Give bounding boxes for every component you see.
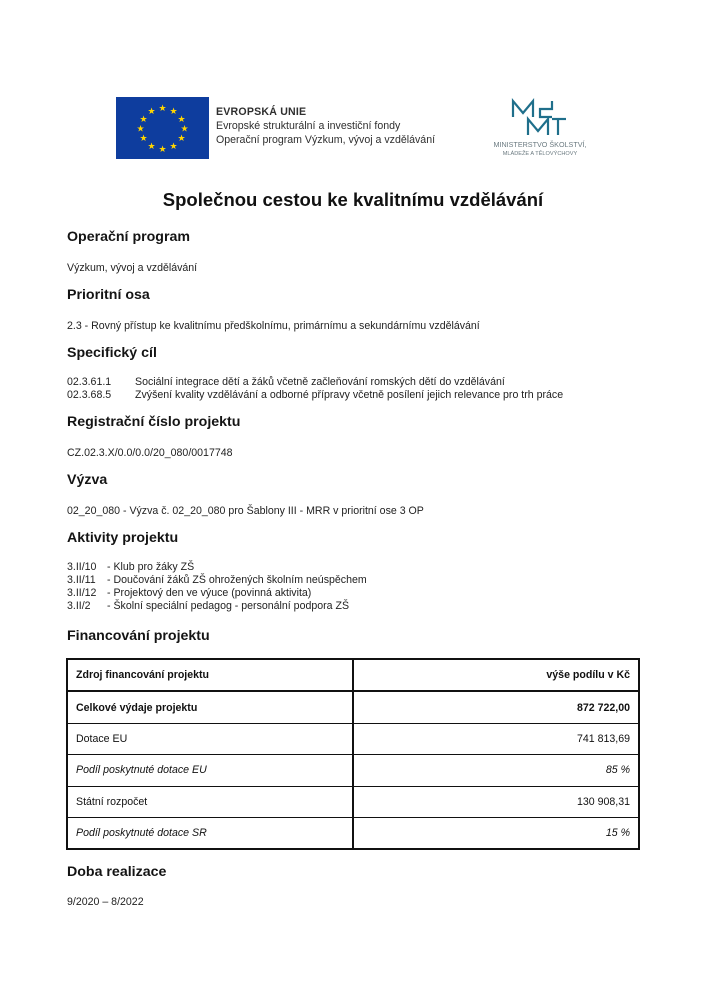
- svg-text:★: ★: [169, 107, 178, 117]
- row-value: 15 %: [353, 817, 639, 849]
- activity-code: 3.II/2: [67, 600, 91, 612]
- activity-code: 3.II/11: [67, 574, 96, 586]
- svg-text:★: ★: [158, 104, 167, 114]
- svg-text:★: ★: [169, 142, 178, 152]
- svg-text:★: ★: [180, 124, 189, 135]
- row-value: 130 908,31: [353, 786, 639, 817]
- svg-text:★: ★: [139, 115, 148, 125]
- goal-text: Zvýšení kvality vzdělávání a odborné přípravy včetně posílení jejich relevance pro trh práce: [135, 389, 564, 401]
- eu-flag-logo: [116, 97, 209, 159]
- heading-registracni-cislo: Registrační číslo projektu: [67, 414, 241, 430]
- table-row: [67, 786, 639, 817]
- row-value: 741 813,69: [353, 723, 639, 754]
- row-value: 85 %: [353, 755, 639, 786]
- goal-code: 02.3.68.5: [67, 389, 112, 401]
- eu-logo-text: [216, 105, 435, 147]
- svg-text:★: ★: [139, 134, 148, 144]
- table-header-row: [67, 659, 639, 691]
- text-registracni-cislo: CZ.02.3.X/0.0/0.0/20_080/0017748: [67, 447, 233, 459]
- row-value: 872 722,00: [353, 691, 639, 723]
- heading-operacni-program: Operační program: [67, 229, 190, 245]
- page-title: Společnou cestou ke kvalitnímu vzdělávání: [162, 189, 544, 210]
- goal-code: 02.3.61.1: [67, 376, 112, 388]
- msmt-emblem-icon: [478, 95, 603, 159]
- svg-text:★: ★: [177, 134, 186, 144]
- eu-stars-icon: [116, 97, 209, 159]
- msmt-logo: [478, 95, 603, 159]
- heading-prioritni-osa: Prioritní osa: [67, 287, 150, 303]
- row-label: Dotace EU: [67, 723, 353, 754]
- activity-item: [67, 574, 367, 587]
- goal-text: Sociální integrace dětí a žáků včetně začleňování romských dětí do vzdělávání: [135, 376, 505, 388]
- table-header-source: Zdroj financování projektu: [67, 659, 353, 691]
- finance-table: [66, 658, 640, 850]
- svg-text:★: ★: [147, 142, 156, 152]
- text-operacni-program: Výzkum, vývoj a vzdělávání: [67, 262, 198, 274]
- heading-vyzva: Výzva: [67, 472, 108, 488]
- activity-text: - Školní speciální pedagog - personální podpora ZŠ: [107, 600, 350, 612]
- activity-code: 3.II/12: [67, 587, 97, 599]
- msmt-line-1: MINISTERSTVO ŠKOLSTVÍ,: [493, 140, 587, 149]
- goal-row: [67, 389, 563, 401]
- table-row: [67, 755, 639, 786]
- table-row: [67, 723, 639, 754]
- table-row: [67, 691, 639, 723]
- msmt-line-2: MLÁDEŽE A TĚLOVÝCHOVY: [502, 151, 578, 157]
- eu-line-2: Evropské strukturální a investiční fondy: [216, 120, 401, 132]
- table-row: [67, 817, 639, 849]
- text-prioritni-osa: 2.3 - Rovný přístup ke kvalitnímu předškolnímu, primárnímu a sekundárnímu vzdělávání: [67, 320, 480, 332]
- activity-item: [67, 561, 194, 574]
- activity-code: 3.II/10: [67, 561, 97, 573]
- table-header-amount: výše podílu v Kč: [353, 659, 639, 691]
- svg-text:★: ★: [177, 115, 186, 125]
- svg-text:★: ★: [147, 107, 156, 117]
- activity-item: [67, 587, 311, 600]
- eu-line-3: Operační program Výzkum, vývoj a vzdělávání: [216, 134, 436, 146]
- heading-financovani: Financování projektu: [67, 628, 210, 644]
- activity-text: - Klub pro žáky ZŠ: [107, 561, 195, 573]
- svg-text:★: ★: [136, 124, 145, 135]
- row-label: Podíl poskytnuté dotace EU: [67, 755, 353, 786]
- text-doba-realizace: 9/2020 – 8/2022: [67, 896, 144, 908]
- row-label: Podíl poskytnuté dotace SR: [67, 817, 353, 849]
- row-label: Státní rozpočet: [67, 786, 353, 817]
- eu-line-1: EVROPSKÁ UNIE: [216, 106, 307, 118]
- text-vyzva: 02_20_080 - Výzva č. 02_20_080 pro Šablony III - MRR v prioritní ose 3 OP: [67, 505, 424, 517]
- row-label: Celkové výdaje projektu: [67, 691, 353, 723]
- activity-text: - Doučování žáků ZŠ ohrožených školním neúspěchem: [107, 574, 367, 586]
- activity-text: - Projektový den ve výuce (povinná aktivita): [107, 587, 312, 599]
- activity-item: [67, 600, 349, 613]
- svg-text:★: ★: [158, 145, 167, 155]
- heading-specificky-cil: Specifický cíl: [67, 345, 157, 361]
- goal-row: [67, 376, 505, 388]
- heading-aktivity: Aktivity projektu: [67, 530, 179, 546]
- heading-doba-realizace: Doba realizace: [67, 864, 167, 880]
